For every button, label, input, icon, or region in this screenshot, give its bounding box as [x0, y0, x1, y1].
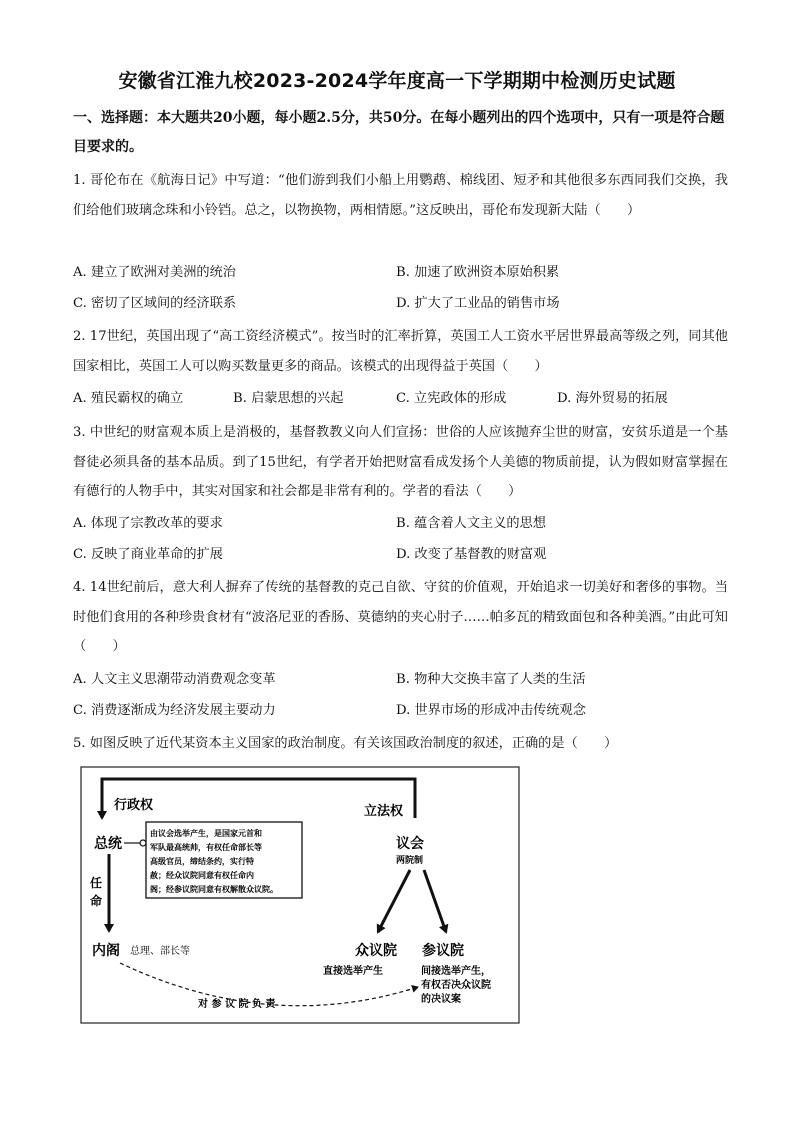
diagram-svg	[80, 766, 520, 1024]
q4-option-a[interactable]: A. 人文主义思潮带动消费观念变革	[73, 672, 276, 687]
q1-option-a[interactable]: A. 建立了欧洲对美洲的统治	[73, 265, 236, 280]
q1-option-d[interactable]: D. 扩大了工业品的销售市场	[396, 296, 560, 311]
president-note-line-4: 赦；经众议院同意有权任命内	[150, 871, 254, 880]
q2-option-c[interactable]: C. 立宪政体的形成	[396, 391, 507, 406]
label-appoint-1: 任	[90, 876, 103, 890]
label-upper-note-2: 有权否决众议院	[421, 980, 491, 991]
president-note-line-5: 阁；经参议院同意有权解散众议院。	[150, 885, 278, 894]
president-note-line-1: 由议会选举产生，是国家元首和	[150, 829, 262, 838]
label-cabinet: 内阁	[92, 943, 120, 959]
label-lower-house: 众议院	[355, 943, 397, 959]
question-5-stem: 5. 如图反映了近代某资本主义国家的政治制度。有关该国政治制度的叙述，正确的是（ ）	[73, 736, 618, 751]
q3-option-d[interactable]: D. 改变了基督教的财富观	[396, 547, 547, 562]
q4-option-d[interactable]: D. 世界市场的形成冲击传统观念	[396, 703, 586, 718]
arrow-to-upper-house	[424, 870, 446, 932]
president-note-line-2: 军队最高统帅，有权任命部长等	[150, 843, 262, 852]
political-system-diagram	[80, 766, 520, 1024]
label-president: 总统	[94, 836, 122, 852]
q3-option-b[interactable]: B. 蕴含着人文主义的思想	[396, 516, 546, 531]
label-upper-note-3: 的决议案	[421, 994, 461, 1005]
label-legislative: 立法权	[364, 804, 404, 819]
exam-title: 安徽省江淮九校2023-2024学年度高一下学期期中检测历史试题	[118, 70, 676, 92]
q2-option-a[interactable]: A. 殖民霸权的确立	[73, 391, 184, 406]
question-4-stem: 4. 14世纪前后，意大利人摒弃了传统的基督教的克己自欲、守贫的价值观，开始追求一切美好和奢侈的事物。当时他们食用的各种珍贵食材有“波洛尼亚的香肠、莫德纳的夹心肘子……帕多瓦的精致面包和各种美酒。”由此可知（ ）	[73, 580, 728, 654]
label-responsible: 对 参 议 院 负 责	[198, 999, 276, 1010]
label-bicameral: 两院制	[396, 856, 424, 866]
q2-option-d[interactable]: D. 海外贸易的拓展	[557, 391, 668, 406]
label-lower-note: 直接选举产生	[323, 966, 383, 977]
q2-option-b[interactable]: B. 启蒙思想的兴起	[233, 391, 344, 406]
question-3-stem: 3. 中世纪的财富观本质上是消极的，基督教教义向人们宣扬：世俗的人应该抛弃尘世的财富，安贫乐道是一个基督徒必须具备的基本品质。到了15世纪，有学者开始把财富看成发扬个人美德的物质前提，认为假如财富掌握在有德行的人物手中，其实对国家和社会都是非常有利的。学者的看法（ ）	[73, 425, 728, 499]
q1-option-b[interactable]: B. 加速了欧洲资本原始积累	[396, 265, 560, 280]
label-upper-note-1: 间接选举产生，	[421, 966, 491, 977]
q4-option-c[interactable]: C. 消费逐渐成为经济发展主要动力	[73, 703, 276, 718]
label-upper-house: 参议院	[422, 943, 464, 959]
q4-option-b[interactable]: B. 物种大交换丰富了人类的生活	[396, 672, 586, 687]
q3-option-a[interactable]: A. 体现了宗教改革的要求	[73, 516, 223, 531]
president-note-line-3: 高级官员，缔结条约，实行特	[150, 857, 254, 866]
q1-option-c[interactable]: C. 密切了区域间的经济联系	[73, 296, 237, 311]
label-appoint-2: 命	[90, 894, 103, 908]
question-1-stem: 1. 哥伦布在《航海日记》中写道：“他们游到我们小船上用鹦鹉、棉线团、短矛和其他很多东西同我们交换，我们给他们玻璃念珠和小铃铛。总之，以物换物，两相情愿。”这反映出，哥伦布发现新大陆（ ）	[73, 173, 728, 218]
president-connector-dot	[140, 840, 146, 846]
arrow-to-lower-house	[378, 870, 410, 932]
label-executive: 行政权	[114, 798, 154, 813]
q3-option-c[interactable]: C. 反映了商业革命的扩展	[73, 547, 223, 562]
label-cabinet-note: 总理、部长等	[130, 946, 190, 957]
section-heading: 一、选择题：本大题共20小题，每小题2.5分，共50分。在每小题列出的四个选项中，只有一项是符合题目要求的。	[73, 110, 725, 155]
question-2-stem: 2. 17世纪，英国出现了“高工资经济模式”。按当时的汇率折算，英国工人工资水平居世界最高等级之列，同其他国家相比，英国工人可以购买数量更多的商品。该模式的出现得益于英国（ ）	[73, 329, 728, 374]
label-parliament: 议会	[396, 836, 424, 852]
